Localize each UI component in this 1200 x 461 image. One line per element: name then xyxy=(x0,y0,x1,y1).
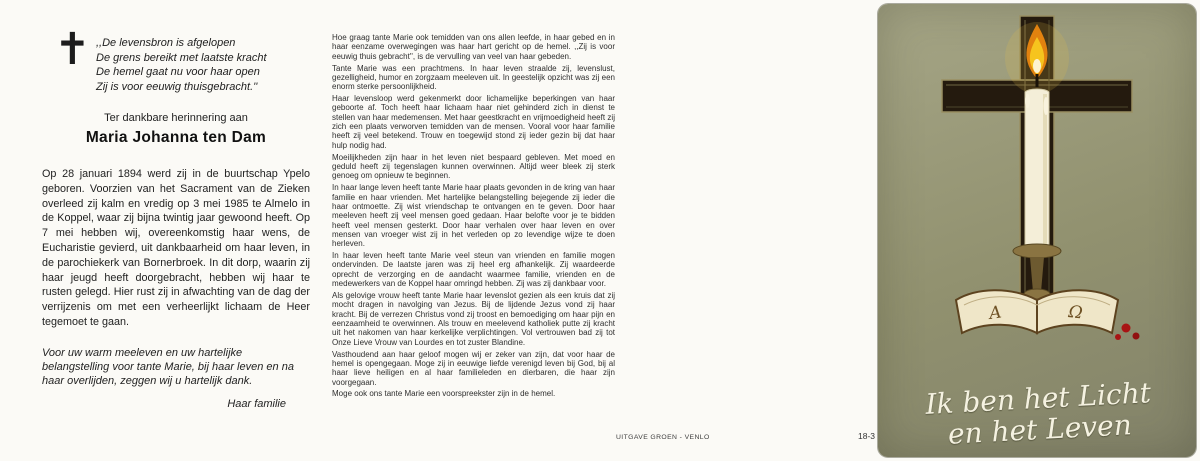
publisher-text: UITGAVE GROEN - VENLO xyxy=(616,434,710,441)
signature-text: Haar familie xyxy=(227,397,286,410)
caption-line: en het Leven xyxy=(947,408,1133,451)
paragraph: In haar lange leven heeft tante Marie haar plaats gevonden in de kring van haar familie en haar vrienden. Met hartelijke belangstelling bejegende zij ieder die haar ontmoette. Zij wist vriendschap te ontvangen en te geven. Door haar meeleven heeft zij veel mensen goed gedaan. Haar belofte voor je te bidden heeft veel mensen gesterkt. Door haar verhalen over haar leven en over mensen van vroeger wist zij in het verleden op zo levendige wijze te doen herleven. xyxy=(332,183,615,249)
left-panel xyxy=(42,24,310,410)
cross-candle-book-illustration xyxy=(898,8,1176,352)
paragraph: Haar levensloop werd gekenmerkt door lichamelijke beperkingen van haar geboorte af. Toch heeft haar lichaam haar niet gehinderd zich in dienst te stellen van haar medemensen. Met haar geestkracht en vrijmoedigheid heeft zij zich een plaats verworven temidden van de mensen. Vooral voor haar familie heeft zij veel betekend. Trouw en toegewijd stond zij ieder gezin bij dat haar hulp nodig had. xyxy=(332,94,615,150)
paragraph: Tante Marie was een prachtmens. In haar leven straalde zij, levenslust, gezelligheid, humor en zorgzaam meeleven uit. In geestelijk opzicht was zij een enorm sterke persoonlijkheid. xyxy=(332,63,615,92)
candle-icon xyxy=(1025,89,1049,248)
paragraph: Als gelovige vrouw heeft tante Marie haar levenslot gezien als een kruis dat zij mocht dragen in navolging van Jezus. Bij de lijdende Jezus vond zij haar kracht. Bij de verrezen Christus vond zij troost en bemoediging om haar pijn en eenzaamheid te overwinnen. Als trouw en meelevend katholiek putte zij kracht uit het nakomen van haar kerkelijke verplichtingen. Vol vertrouwen bad zij tot Onze Lieve Vrouw van Lourdes en tot zuster Blandine. xyxy=(332,290,615,347)
poem-line: ,,De levensbron is afgelopen xyxy=(96,37,236,49)
red-drops-icon xyxy=(1115,324,1140,341)
deceased-name: Maria Johanna ten Dam xyxy=(85,129,267,146)
paragraph: Vasthoudend aan haar geloof mogen wij er zeker van zijn, dat voor haar de hemel is opengegaan. Moge zij in eeuwige liefde verenigd leven bij God, bij al haar lieve heiligen en al haar familieleden en dierbaren, die haar zijn voorgegaan. xyxy=(332,349,615,387)
middle-panel xyxy=(332,33,615,401)
card-number: 18-3 xyxy=(858,431,876,441)
poem-line: De hemel gaat nu voor haar open xyxy=(96,66,260,78)
paragraph: Moge ook ons tante Marie een voorspreekster zijn in de hemel. xyxy=(332,389,556,399)
poem-line: Zij is voor eeuwig thuisgebracht.'' xyxy=(96,80,258,93)
poem-line: De grens bereikt met laatste kracht xyxy=(96,51,267,64)
card-caption xyxy=(885,375,1194,453)
latin-cross-icon: ✝ xyxy=(54,24,91,75)
caption-line: Ik ben het Licht xyxy=(924,376,1152,421)
paragraph: Hoe graag tante Marie ook temidden van ons allen leefde, in haar gebed en in haar eenzame overwegingen was haar hart gericht op de hemel. ,,Zij is voor eeuwig thuis gebracht'', is de vervulling van veel van haar gebeden. xyxy=(332,33,615,61)
holy-card-panel xyxy=(878,4,1196,457)
book-letter-alpha: Α xyxy=(987,302,1003,324)
paragraph: In haar leven heeft tante Marie veel steun van vrienden en familie mogen ondervinden. De laatste jaren was zij heel erg afhankelijk. Zij waardeerde oprecht de verzorging en de aandacht waarmee familie, vrienden en de medewerkers van de Koppel haar omringd hebben. Zij was zij dankbaar voor. xyxy=(332,251,615,289)
paragraph: Moeilijkheden zijn haar in het leven niet bespaard gebleven. Met moed en geduld heeft zij tegenslagen kunnen overwinnen. Altijd weer bleek zij sterk genoeg om opnieuw te beginnen. xyxy=(332,152,615,181)
dedication-text: Ter dankbare herinnering aan xyxy=(104,112,248,124)
memorial-poem xyxy=(96,24,310,94)
book-letter-omega: Ω xyxy=(1067,302,1084,324)
biography-text: Op 28 januari 1894 werd zij in de buurtschap Ypelo geboren. Voorzien van het Sacrament van de Zieken overleed zij kalm en vredig op 3 mei 1985 te Almelo in de Koppel, waar zij bijna twintig jaar gewoond heeft. Op 7 mei hebben wij, overeenkomstig haar wens, de Eucharistie gevierd, uit dankbaarheid om haar leven, in de parochiekerk van Bornerbroek. In dit dorp, waarin zij haar jeugd heeft doorgebracht, hebben wij haar te rusten gelegd. Hier rust zij in afwachting van de dag der verrijzenis om met een verheerlijkt lichaam de Heer tegemoet te gaan. xyxy=(42,168,310,328)
thanks-text: Voor uw warm meeleven en uw hartelijke belangstelling voor tante Marie, bij haar leven en na haar overlijden, zeggen wij u hartelijk dank. xyxy=(42,346,294,387)
